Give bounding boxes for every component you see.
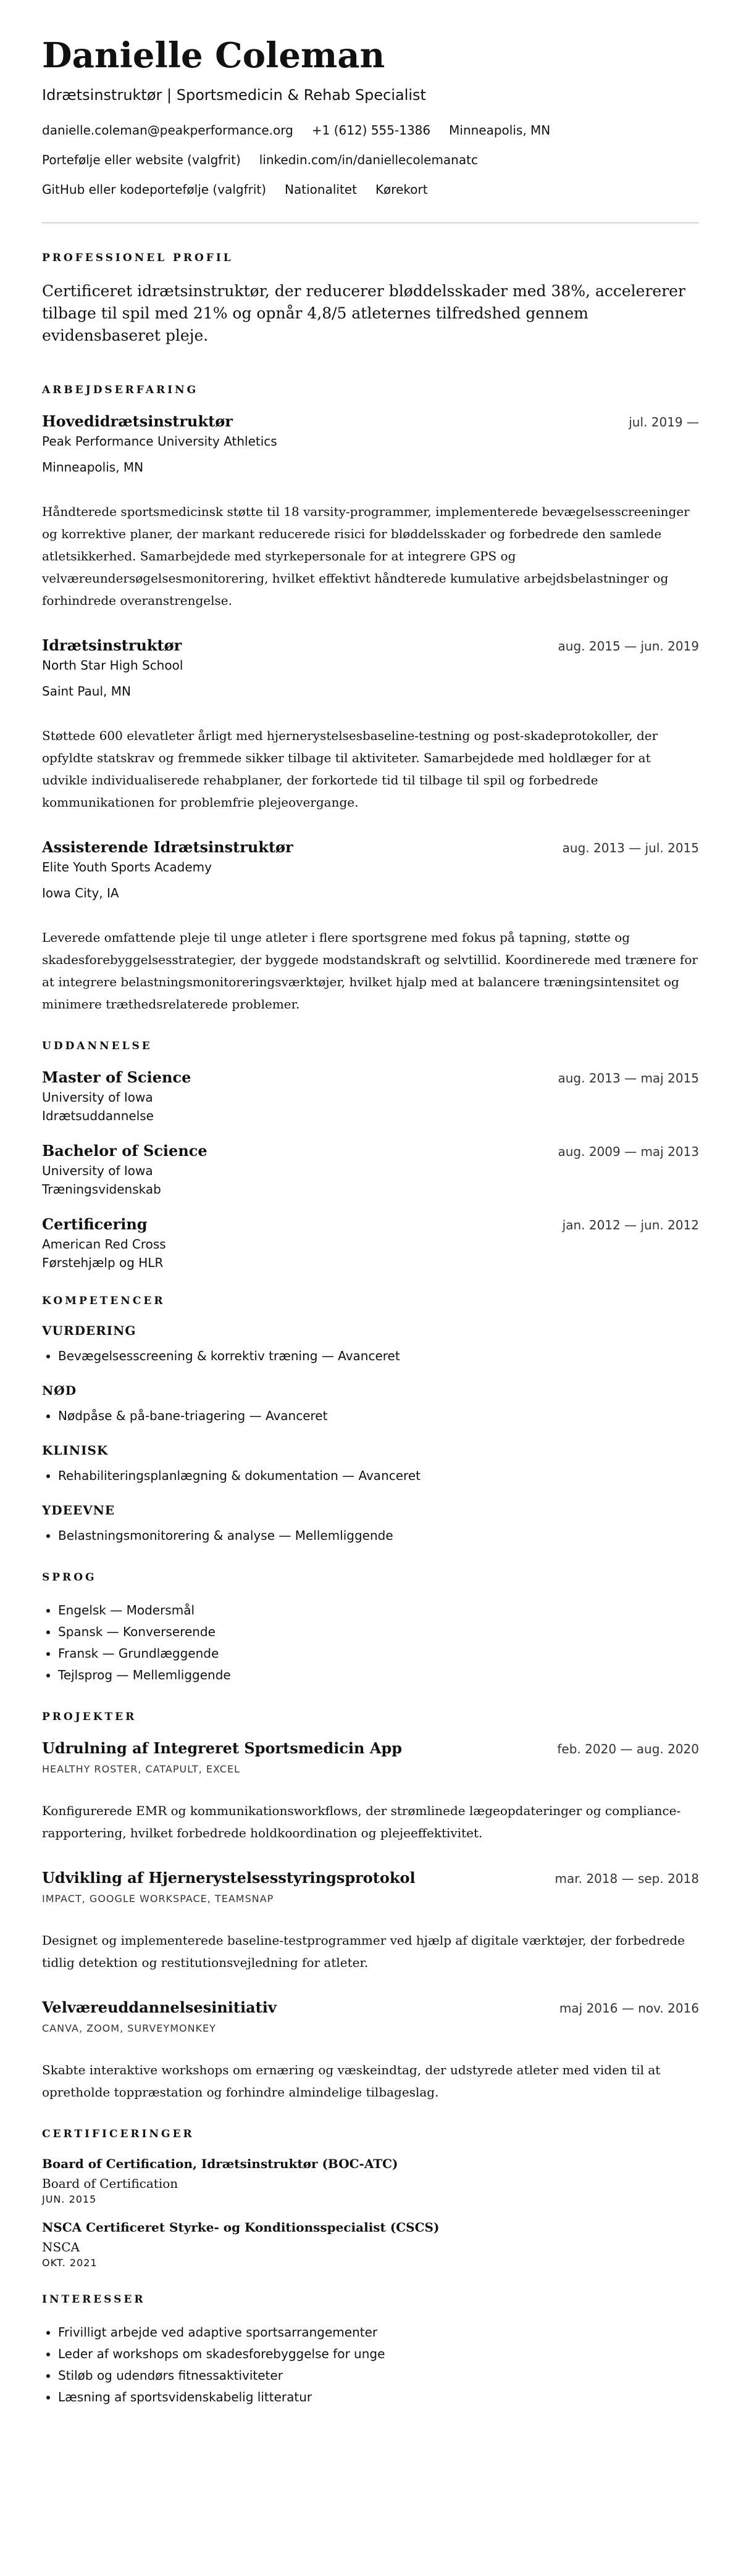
project-entry <box>42 1739 699 1844</box>
field-of-study: Førstehjælp og HLR <box>42 1255 164 1271</box>
certifications-section <box>42 2128 699 2269</box>
certification-org: NSCA <box>42 2240 80 2255</box>
experience-section <box>42 384 699 1015</box>
skill-category: VURDERING <box>42 1323 136 1339</box>
certification-entry <box>42 2156 699 2205</box>
employer: Peak Performance University Athletics <box>42 434 277 449</box>
project-date: mar. 2018 — sep. 2018 <box>555 1871 699 1887</box>
project-description: Skabte interaktive workshops om ernæring og væskeindtag, der udstyrede atleter med viden til at opretholde toppræstation og forhindre almindelige tilbageslag. <box>42 2063 661 2100</box>
section-title: UDDANNELSE <box>42 1040 153 1053</box>
interest-item: • Stiløb og udendørs fitnessaktiviteter <box>58 2365 699 2387</box>
contact-row-3 <box>42 181 699 197</box>
skills-section <box>42 1295 699 1547</box>
skill-list <box>42 1345 699 1367</box>
project-tags: HEALTHY ROSTER, CATAPULT, EXCEL <box>42 1763 240 1776</box>
field-of-study: Idrætsuddannelse <box>42 1108 154 1124</box>
job-title: Hovedidrætsinstruktør <box>42 412 233 431</box>
section-title: PROFESSIONEL PROFIL <box>42 251 233 264</box>
project-title: Velværeuddannelsesinitiativ <box>42 1998 277 2017</box>
education-date: aug. 2013 — maj 2015 <box>558 1071 699 1086</box>
section-title: ARBEJDSERFARING <box>42 384 199 397</box>
certification-date: JUN. 2015 <box>42 2193 97 2206</box>
education-entry <box>42 1215 699 1270</box>
degree: Certificering <box>42 1215 148 1234</box>
email-link[interactable]: danielle.coleman@peakperformance.org <box>42 122 293 138</box>
job-description: Håndterede sportsmedicinsk støtte til 18 varsity-programmer, implementerede bevægelsesscreeninger og korrektive planer, der markant reducerede risici for bløddelsskader og forbedrede den samlede atletsikkerhed. Samarbejdede med styrkepersonale for at integrere GPS og velværeundersøgelsesmonitorering, hvilket effektivt håndterede kumulative arbejdsbelastninger og forhindrede overanstrengelse. <box>42 504 690 609</box>
employer: Elite Youth Sports Academy <box>42 860 212 875</box>
section-title: PROJEKTER <box>42 1711 137 1724</box>
field-of-study: Træningsvidenskab <box>42 1182 161 1197</box>
skill-list <box>42 1405 699 1427</box>
drivers-license: Kørekort <box>375 181 428 197</box>
projects-section <box>42 1711 699 2103</box>
school: American Red Cross <box>42 1237 166 1252</box>
project-description: Designet og implementerede baseline-testprogrammer ved hjælp af digitale værktøjer, der forbedrede tidlig detektion og restitutionsvejledning for atleter. <box>42 1933 685 1971</box>
job-date: aug. 2015 — jun. 2019 <box>558 639 699 654</box>
certification-name: Board of Certification, Idrætsinstruktør (BOC-ATC) <box>42 2156 398 2172</box>
contact-row-2 <box>42 152 699 168</box>
project-entry <box>42 1998 699 2103</box>
linkedin-link[interactable]: linkedin.com/in/daniellecolemanatc <box>259 152 478 167</box>
portfolio-link[interactable]: Portefølje eller website (valgfrit) <box>42 152 241 167</box>
github-link[interactable]: GitHub eller kodeportefølje (valgfrit) <box>42 181 267 197</box>
phone-number: +1 (612) 555-1386 <box>311 122 431 138</box>
section-title: SPROG <box>42 1571 97 1584</box>
experience-entry <box>42 838 699 1015</box>
degree: Bachelor of Science <box>42 1142 207 1160</box>
education-entry <box>42 1068 699 1123</box>
skill-item: • Belastningsmonitorering & analyse — Mellemliggende <box>58 1525 699 1547</box>
interest-list <box>42 2322 699 2408</box>
job-location: Saint Paul, MN <box>42 684 131 699</box>
language-item: • Tejlsprog — Mellemliggende <box>58 1664 699 1686</box>
interests-section <box>42 2293 699 2408</box>
school: University of Iowa <box>42 1163 153 1179</box>
skill-item: • Rehabiliteringsplanlægning & dokumentation — Avanceret <box>58 1465 699 1487</box>
certification-date: OKT. 2021 <box>42 2257 98 2269</box>
job-title: Idrætsinstruktør <box>42 636 182 655</box>
education-date: jan. 2012 — jun. 2012 <box>562 1218 699 1233</box>
project-tags: CANVA, ZOOM, SURVEYMONKEY <box>42 2022 216 2035</box>
section-title: KOMPETENCER <box>42 1295 165 1308</box>
candidate-name: Danielle Coleman <box>42 35 385 76</box>
skill-item: • Bevægelsesscreening & korrektiv træning — Avanceret <box>58 1345 699 1367</box>
project-title: Udrulning af Integreret Sportsmedicin App <box>42 1739 403 1758</box>
language-item: • Spansk — Konverserende <box>58 1621 699 1643</box>
project-title: Udvikling af Hjernerystelsesstyringsprotokol <box>42 1869 416 1887</box>
education-section <box>42 1040 699 1270</box>
profile-section <box>42 252 699 347</box>
skill-category: NØD <box>42 1383 77 1398</box>
job-description: Støttede 600 elevatleter årligt med hjernerystelsesbaseline-testning og post-skadeprotokoller, der opfyldte statskrav og fremmede sikker tilbage til aktiviteter. Samarbejdede med holdlæger for at udvikle individualiserede rehabplaner, der forkortede tid til tilbage til spil og forbedrede kommunikationen for problemfrie plejeovergange. <box>42 728 658 810</box>
school: University of Iowa <box>42 1090 153 1105</box>
certification-org: Board of Certification <box>42 2176 178 2192</box>
job-description: Leverede omfattende pleje til unge atleter i flere sportsgrene med fokus på tapning, støtte og skadesforebyggelsesstrategier, der byggede modstandskraft og selvtillid. Koordinerede med trænere for at integrere belastningsmonitoreringsværktøjer, hvilket hjalp med at balancere træningsintensitet og minimere træthedsrelaterede problemer. <box>42 930 698 1012</box>
interest-item: • Frivilligt arbejde ved adaptive sportsarrangementer <box>58 2322 699 2343</box>
skill-category: YDEEVNE <box>42 1503 115 1518</box>
contact-row-1 <box>42 122 699 138</box>
project-date: maj 2016 — nov. 2016 <box>559 2001 699 2016</box>
experience-entry <box>42 412 699 612</box>
language-item: • Fransk — Grundlæggende <box>58 1643 699 1664</box>
section-title: INTERESSER <box>42 2293 146 2306</box>
location: Minneapolis, MN <box>449 122 551 138</box>
project-date: feb. 2020 — aug. 2020 <box>557 1742 699 1757</box>
languages-section <box>42 1571 699 1686</box>
degree: Master of Science <box>42 1068 191 1087</box>
language-item: • Engelsk — Modersmål <box>58 1600 699 1621</box>
education-entry <box>42 1142 699 1197</box>
project-description: Konfigurerede EMR og kommunikationsworkflows, der strømlinede lægeopdateringer og compliance-rapportering, hvilket forbedrede holdkoordination og plejeeffektivitet. <box>42 1803 681 1841</box>
interest-item: • Leder af workshops om skadesforebyggelse for unge <box>58 2343 699 2365</box>
candidate-subtitle: Idrætsinstruktør | Sportsmedicin & Rehab Specialist <box>42 86 426 104</box>
project-entry <box>42 1869 699 1974</box>
language-list <box>42 1600 699 1686</box>
skill-list <box>42 1465 699 1487</box>
employer: North Star High School <box>42 658 183 673</box>
profile-text: Certificeret idrætsinstruktør, der reducerer bløddelsskader med 38%, accelererer tilbage til spil med 21% og opnår 4,8/5 atleternes tilfredshed gennem evidensbaseret pleje. <box>42 281 685 345</box>
job-date: aug. 2013 — jul. 2015 <box>562 841 699 856</box>
resume-header <box>42 37 699 197</box>
nationality: Nationalitet <box>285 181 357 197</box>
project-tags: IMPACT, GOOGLE WORKSPACE, TEAMSNAP <box>42 1893 274 1905</box>
skill-list <box>42 1525 699 1547</box>
section-title: CERTIFICERINGER <box>42 2128 195 2141</box>
job-title: Assisterende Idrætsinstruktør <box>42 838 293 857</box>
job-location: Minneapolis, MN <box>42 460 144 475</box>
job-location: Iowa City, IA <box>42 886 119 901</box>
education-date: aug. 2009 — maj 2013 <box>558 1144 699 1160</box>
skill-item: • Nødpåse & på-bane-triagering — Avanceret <box>58 1405 699 1427</box>
skill-category: KLINISK <box>42 1443 109 1458</box>
header-divider <box>42 222 699 223</box>
job-date: jul. 2019 — <box>629 415 699 430</box>
interest-item: • Læsning af sportsvidenskabelig litteratur <box>58 2387 699 2408</box>
experience-entry <box>42 636 699 813</box>
certification-name: NSCA Certificeret Styrke- og Konditionsspecialist (CSCS) <box>42 2220 440 2235</box>
certification-entry <box>42 2220 699 2269</box>
